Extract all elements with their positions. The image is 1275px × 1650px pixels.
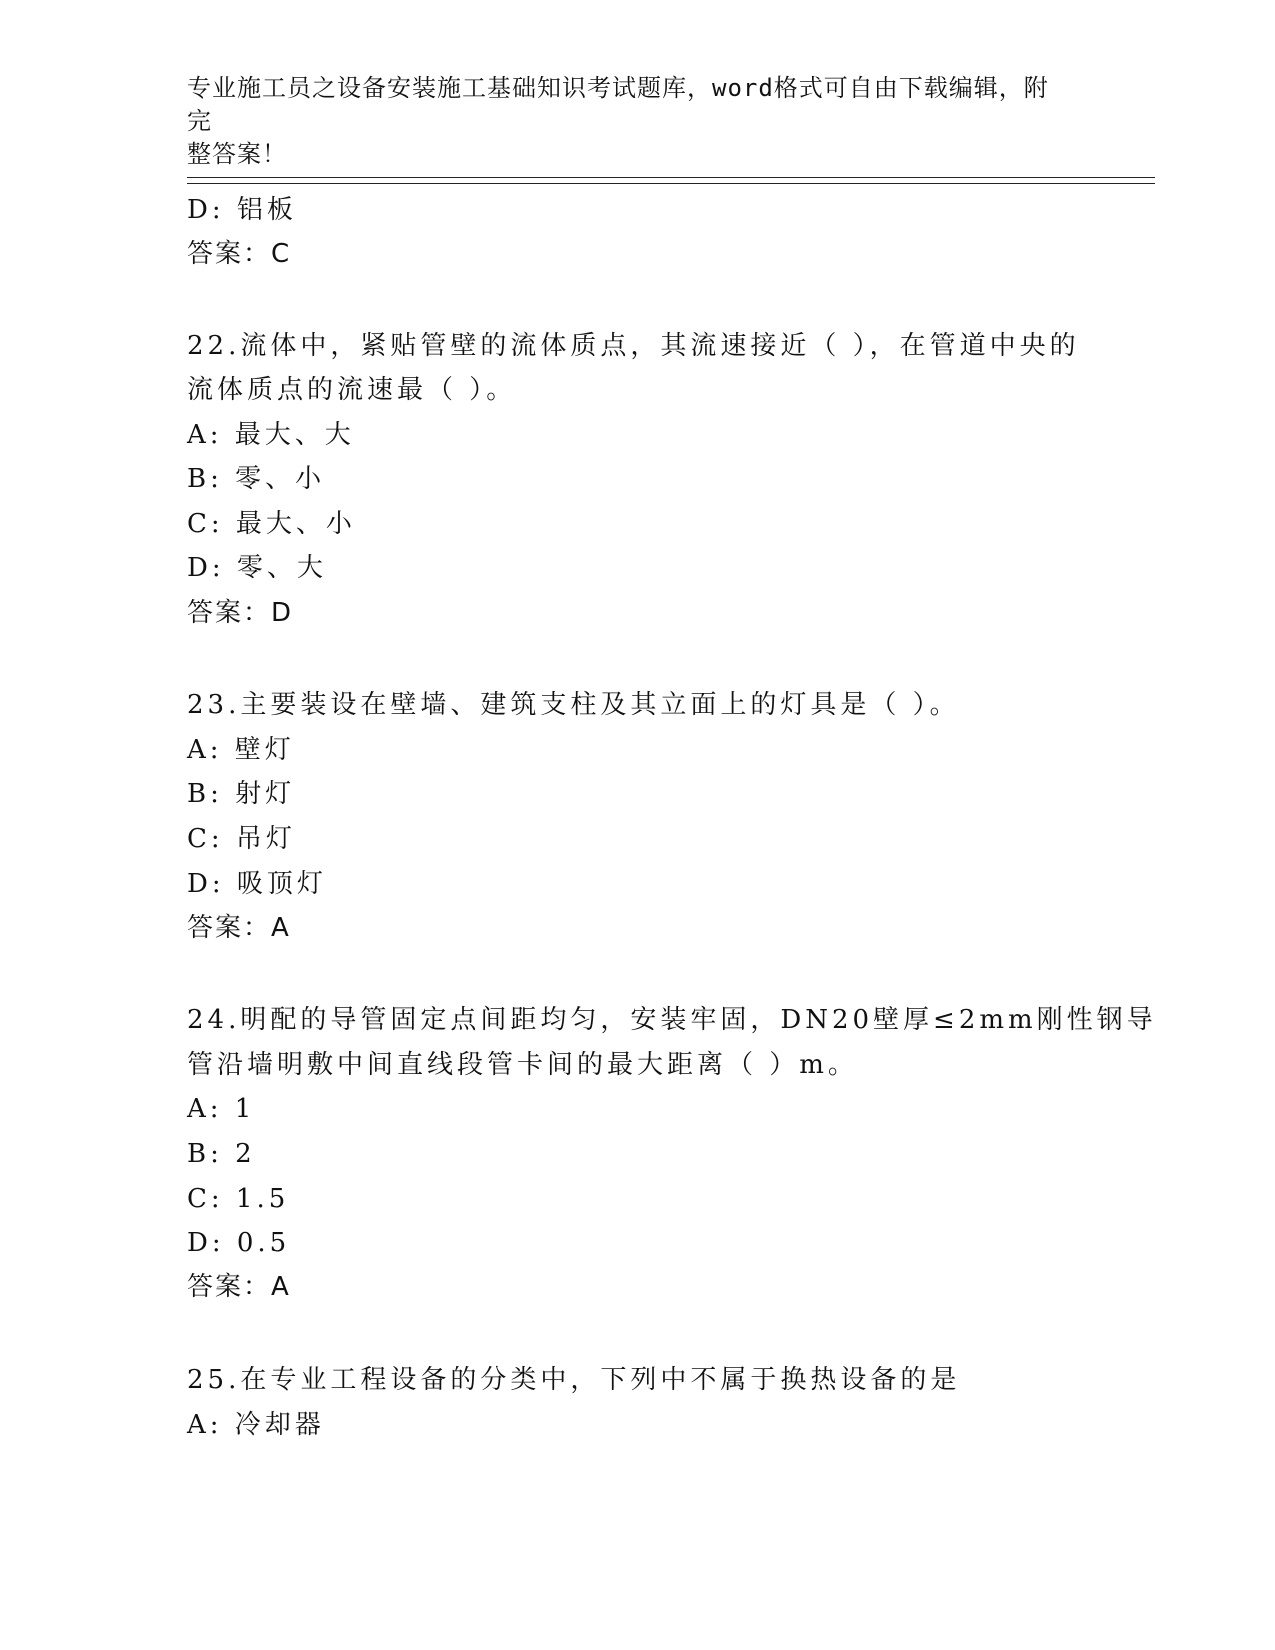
q22-option-b: B: 零、小 [187,464,326,494]
header-divider-top [187,177,1155,178]
document-header [187,72,1067,171]
q22-answer: 答案：D [187,598,294,628]
q21-answer: 答案：C [187,239,292,269]
q23-option-c: C: 吊灯 [187,824,296,854]
q24-option-c: C: 1.5 [187,1184,290,1214]
q24-stem-line-1: 24.明配的导管固定点间距均匀，安装牢固，DN20壁厚≤2mm刚性钢导 [187,1005,1157,1035]
q22-option-d: D: 零、大 [187,553,327,583]
q23-answer: 答案：A [187,913,291,943]
q23-option-d: D: 吸顶灯 [187,869,327,899]
header-line-2: 整答案！ [187,140,287,168]
q24-answer: 答案：A [187,1272,291,1302]
q22-stem-line-1: 22.流体中，紧贴管壁的流体质点，其流速接近（ ），在管道中央的 [187,331,1080,361]
q24-stem-line-2: 管沿墙明敷中间直线段管卡间的最大距离（ ）m。 [187,1050,858,1080]
q23-option-b: B: 射灯 [187,779,296,809]
q24-option-b: B: 2 [187,1139,256,1169]
q24-option-a: A: 1 [187,1094,256,1124]
header-divider-bottom [187,183,1155,184]
q22-option-c: C: 最大、小 [187,509,356,539]
header-line-1: 专业施工员之设备安装施工基础知识考试题库，word格式可自由下载编辑，附完 [187,74,1049,135]
q25-option-a: A: 冷却器 [187,1410,325,1440]
q24-option-d: D: 0.5 [187,1228,291,1258]
q23-stem-line-1: 23.主要装设在壁墙、建筑支柱及其立面上的灯具是（ ）。 [187,690,960,720]
q22-option-a: A: 最大、大 [187,420,355,450]
q23-option-a: A: 壁灯 [187,735,295,765]
q22-stem-line-2: 流体质点的流速最（ ）。 [187,375,517,405]
q25-stem-line-1: 25.在专业工程设备的分类中，下列中不属于换热设备的是 [187,1365,961,1395]
q21-option-d: D: 铝板 [187,195,297,225]
